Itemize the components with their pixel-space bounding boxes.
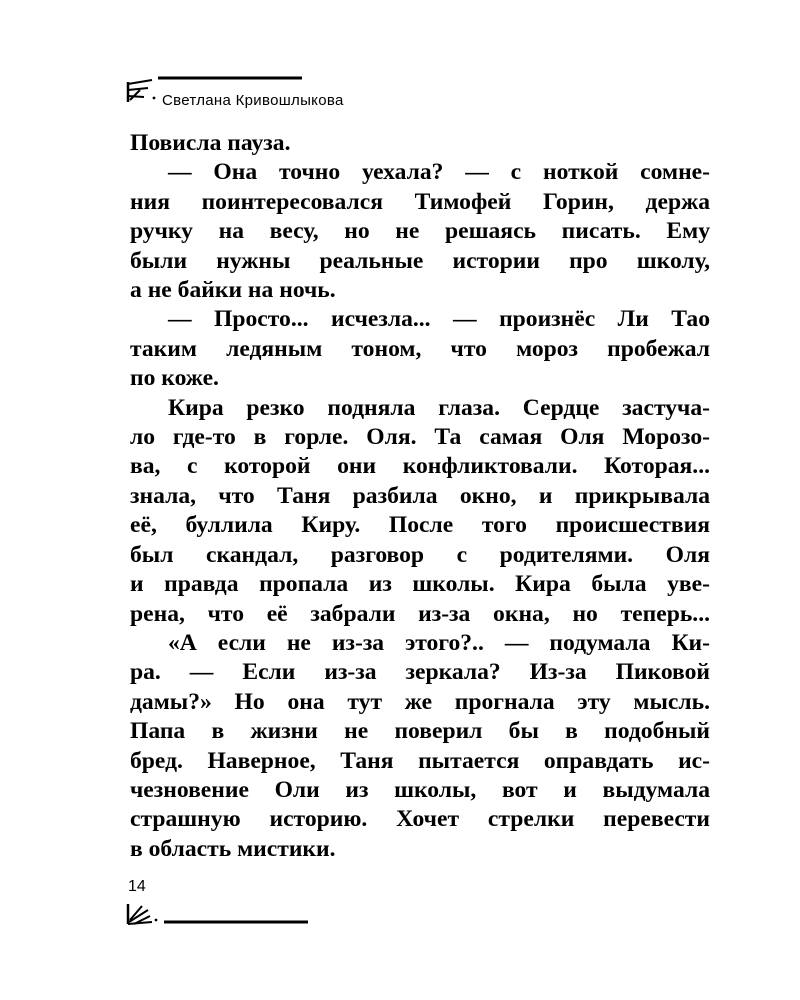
text-line: таким ледяным тоном, что мороз пробежал: [130, 335, 710, 362]
text-line: и правда пропала из школы. Кира была уве-: [130, 571, 710, 598]
text-line: страшную историю. Хочет стрелки перевести: [130, 806, 710, 833]
author-name: Светлана Кривошлыкова: [162, 92, 344, 109]
text-line: а не байки на ночь.: [130, 277, 336, 304]
text-line: знала, что Таня разбила окно, и прикрывала: [130, 482, 710, 509]
page-number: 14: [128, 878, 146, 895]
text-line: — Просто... исчезла... — произнёс Ли Тао: [168, 306, 710, 333]
text-line: по коже.: [130, 365, 219, 392]
text-line: бред. Наверное, Таня пытается оправдать ис-: [130, 747, 710, 774]
text-line: «А если не из-за этого?.. — подумала Ки-: [168, 629, 710, 656]
footer-ornament-icon: [124, 902, 314, 930]
text-line: её, буллила Киру. После того происшествия: [130, 512, 710, 539]
text-line: Повисла пауза.: [130, 130, 291, 156]
text-line: были нужны реальные истории про школу,: [130, 247, 710, 274]
text-line: дамы?» Но она тут же прогнала эту мысль.: [130, 688, 710, 715]
text-line: ния поинтересовался Тимофей Горин, держа: [130, 188, 710, 215]
text-line: был скандал, разговор с родителями. Оля: [130, 541, 710, 568]
text-line: ручку на весу, но не решаясь писать. Ему: [130, 218, 710, 245]
running-header: [124, 70, 424, 110]
text-line: ра. — Если из-за зеркала? Из-за Пиковой: [130, 659, 710, 686]
text-line: — Она точно уехала? — с ноткой сомне-: [168, 159, 710, 186]
text-line: Папа в жизни не поверил бы в подобный: [130, 718, 710, 745]
text-line: рена, что её забрали из-за окна, но теперь...: [130, 600, 710, 627]
text-line: ва, с которой они конфликтовали. Которая...: [130, 453, 710, 480]
text-line: Кира резко подняла глаза. Сердце застуча-: [168, 394, 710, 421]
text-line: чезновение Оли из школы, вот и выдумала: [130, 776, 710, 803]
body-text: [130, 129, 710, 864]
text-line: в область мистики.: [130, 835, 336, 862]
text-line: ло где-то в горле. Оля. Та самая Оля Морозо-: [130, 424, 710, 451]
